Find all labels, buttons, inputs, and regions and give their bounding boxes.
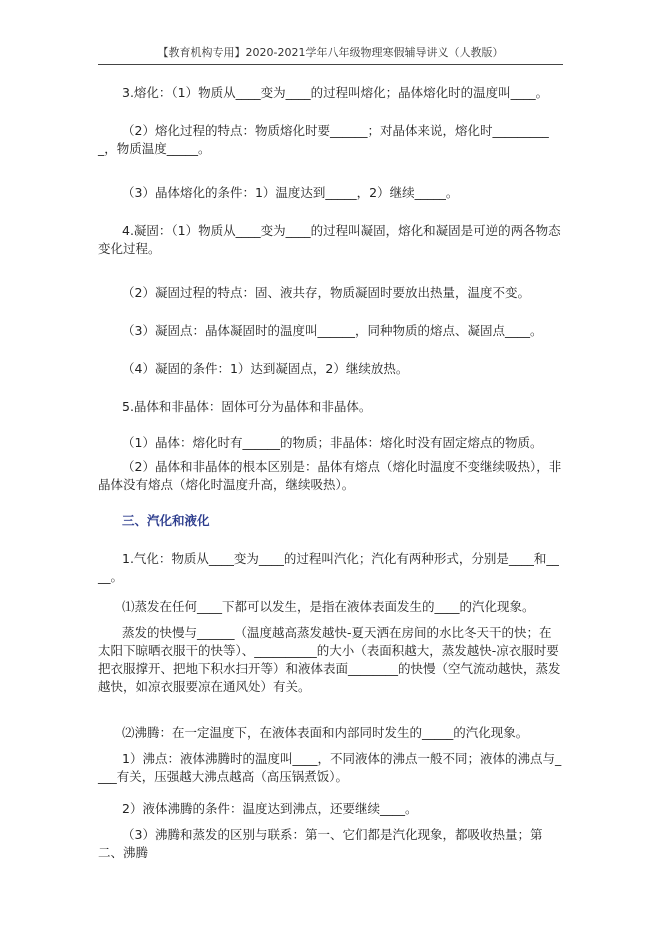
paragraph-solidification-conditions: （4）凝固的条件：1）达到凝固点，2）继续放热。	[122, 361, 409, 376]
paragraph-melting: 3.熔化：（1）物质从____变为____的过程叫熔化；晶体熔化时的温度叫____。	[122, 85, 549, 100]
paragraph-boiling: ⑵沸腾：在一定温度下，在液体表面和内部同时发生的_____的汽化现象。	[122, 725, 529, 740]
paragraph-crystal-definition: （1）晶体：熔化时有______的物质；非晶体：熔化时没有固定熔点的物质。	[122, 435, 543, 450]
paragraph-vaporization: 1.气化：物质从____变为____的过程叫汽化；汽化有两种形式，分别是____和____。	[98, 551, 559, 584]
paragraph-evaporation: ⑴蒸发在任何____下都可以发生，是指在液体表面发生的____的汽化现象。	[122, 599, 535, 614]
paragraph-melting-features: （2）熔化过程的特点：物质熔化时要______；对晶体来说，熔化时__________，物质温度_____。	[98, 123, 549, 156]
paragraph-boiling-point: 1）沸点：液体沸腾时的温度叫____，不同液体的沸点一般不同；液体的沸点与____有关，压强越大沸点越高（高压锅煮饭）。	[98, 751, 562, 784]
paragraph-freezing-point: （3）凝固点：晶体凝固时的温度叫______，同种物质的熔点、凝固点____。	[122, 323, 543, 338]
paragraph-crystal-noncrystal: 5.晶体和非晶体：固体可分为晶体和非晶体。	[122, 399, 372, 414]
paragraph-solidification: 4.凝固：（1）物质从____变为____的过程叫凝固，熔化和凝固是可逆的两各物态变化过程。	[98, 223, 561, 256]
section-title-vaporization: 三、汽化和液化	[122, 513, 210, 528]
page-header: 【教育机构专用】2020-2021学年八年级物理寒假辅导讲义（人教版）	[98, 42, 563, 65]
paragraph-boiling-vs-evaporation: （3）沸腾和蒸发的区别与联系：第一、它们都是汽化现象，都吸收热量；第二、沸腾	[98, 827, 543, 860]
paragraph-solidification-features: （2）凝固过程的特点：固、液共存，物质凝固时要放出热量，温度不变。	[122, 285, 530, 300]
paragraph-crystal-difference: （2）晶体和非晶体的根本区别是：晶体有熔点（熔化时温度不变继续吸热），非晶体没有熔点（熔化时温度升高，继续吸热）。	[98, 459, 562, 492]
paragraph-melting-conditions: （3）晶体熔化的条件：1）温度达到_____，2）继续_____。	[122, 185, 459, 200]
paragraph-boiling-conditions: 2）液体沸腾的条件：温度达到沸点，还要继续____。	[122, 801, 418, 816]
paragraph-evaporation-rate: 蒸发的快慢与______（温度越高蒸发越快-夏天洒在房间的水比冬天干的快；在太阳下晾晒衣服干的快等）、__________的大小（表面积越大，蒸发越快-凉衣服时要把衣服撑开、把地下积水扫开等）和液体表面________的快慢（空气流动越快，蒸发越快，如凉衣服要凉在通风处）有关。	[98, 625, 561, 694]
